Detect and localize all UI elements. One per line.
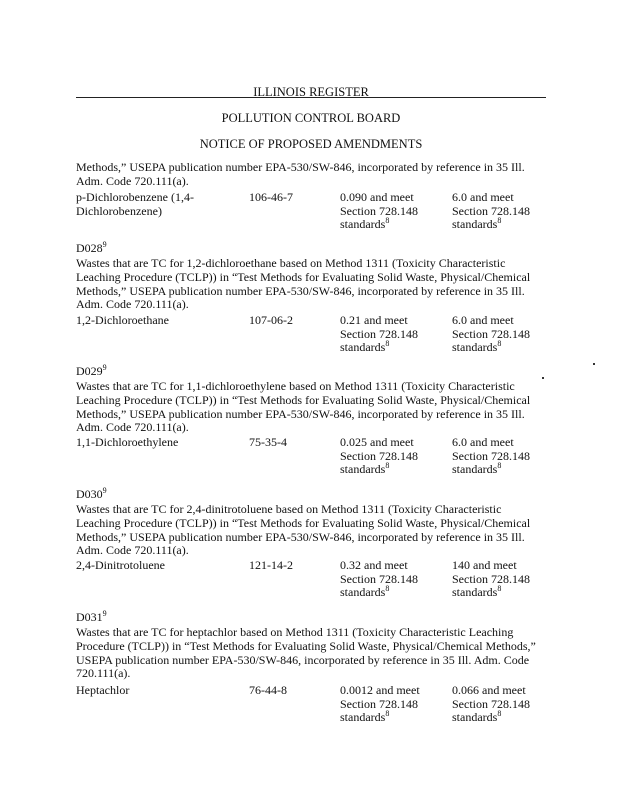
waste-description: Wastes that are TC for heptachlor based on Method 1311 (Toxicity Characteristic Leaching Procedure (TCLP)) in “Test Methods for Evaluating Solid Waste, Physical/Chemical Methods,” USEPA publication number EPA-530/SW-846, incorporated by reference in 35 Ill. Adm. Code 720.111(a). xyxy=(76,625,536,681)
wastewater-standard: 0.090 and meet Section 728.148 standards$^8$ xyxy=(340,190,418,231)
nonwastewater-standard: 0.066 and meet Section 728.148 standards$^8$ xyxy=(452,683,530,724)
intro-paragraph: Methods,” USEPA publication number EPA-530/SW-846, incorporated by reference in 35 Ill. Adm. Code 720.111(a). xyxy=(76,160,525,188)
waste-code: $D028^9$ xyxy=(76,240,107,255)
waste-description: Wastes that are TC for 1,1-dichloroethylene based on Method 1311 (Toxicity Characteristic Leaching Procedure (TCLP)) in “Test Methods for Evaluating Solid Waste, Physical/Chemical Methods,” USEPA publication number EPA-530/SW-846, incorporated by reference in 35 Ill. Adm. Code 720.111(a). xyxy=(76,379,531,435)
wastewater-standard: 0.0012 and meet Section 728.148 standards$^8$ xyxy=(340,683,420,724)
scan-speck xyxy=(593,363,595,365)
nonwastewater-standard: 6.0 and meet Section 728.148 standards$^8$ xyxy=(452,313,530,354)
table-row xyxy=(76,559,556,603)
constituent-name: Heptachlor xyxy=(76,683,130,697)
register-title: ILLINOIS REGISTER xyxy=(253,85,369,99)
nonwastewater-standard: 6.0 and meet Section 728.148 standards$^8$ xyxy=(452,190,530,231)
board-title: POLLUTION CONTROL BOARD xyxy=(221,111,401,125)
scan-speck xyxy=(542,377,544,379)
wastewater-standard: 0.21 and meet Section 728.148 standards$^8$ xyxy=(340,313,418,354)
constituent-name: p-Dichlorobenzene (1,4-Dichlorobenzene) xyxy=(76,190,194,218)
nonwastewater-standard: 6.0 and meet Section 728.148 standards$^8$ xyxy=(452,435,530,476)
waste-description: Wastes that are TC for 2,4-dinitrotoluene based on Method 1311 (Toxicity Characteristic Leaching Procedure (TCLP)) in “Test Methods for Evaluating Solid Waste, Physical/Chemical Methods,” USEPA publication number EPA-530/SW-846, incorporated by reference in 35 Ill. Adm. Code 720.111(a). xyxy=(76,502,531,558)
nonwastewater-standard: 140 and meet Section 728.148 standards$^8$ xyxy=(452,558,530,599)
cas-number: 75-35-4 xyxy=(249,435,287,449)
cas-number: 121-14-2 xyxy=(249,558,293,572)
waste-code: $D030^9$ xyxy=(76,486,107,501)
notice-title: NOTICE OF PROPOSED AMENDMENTS xyxy=(199,137,423,151)
constituent-name: 1,2-Dichloroethane xyxy=(76,313,169,327)
waste-code: $D031^9$ xyxy=(76,609,107,624)
cas-number: 76-44-8 xyxy=(249,683,287,697)
table-row xyxy=(76,684,556,728)
header-rule xyxy=(76,97,546,98)
cas-number: 107-06-2 xyxy=(249,313,293,327)
table-row xyxy=(76,314,556,358)
waste-code: $D029^9$ xyxy=(76,363,107,378)
wastewater-standard: 0.32 and meet Section 728.148 standards$^8$ xyxy=(340,558,418,599)
table-row xyxy=(76,436,556,480)
cas-number: 106-46-7 xyxy=(249,190,293,204)
wastewater-standard: 0.025 and meet Section 728.148 standards$^8$ xyxy=(340,435,418,476)
constituent-name: 2,4-Dinitrotoluene xyxy=(76,558,165,572)
intro-table-row xyxy=(76,191,556,235)
waste-description: Wastes that are TC for 1,2-dichloroethane based on Method 1311 (Toxicity Characteristic Leaching Procedure (TCLP)) in “Test Methods for Evaluating Solid Waste, Physical/Chemical Methods,” USEPA publication number EPA-530/SW-846, incorporated by reference in 35 Ill. Adm. Code 720.111(a). xyxy=(76,256,531,312)
constituent-name: 1,1-Dichloroethylene xyxy=(76,435,179,449)
